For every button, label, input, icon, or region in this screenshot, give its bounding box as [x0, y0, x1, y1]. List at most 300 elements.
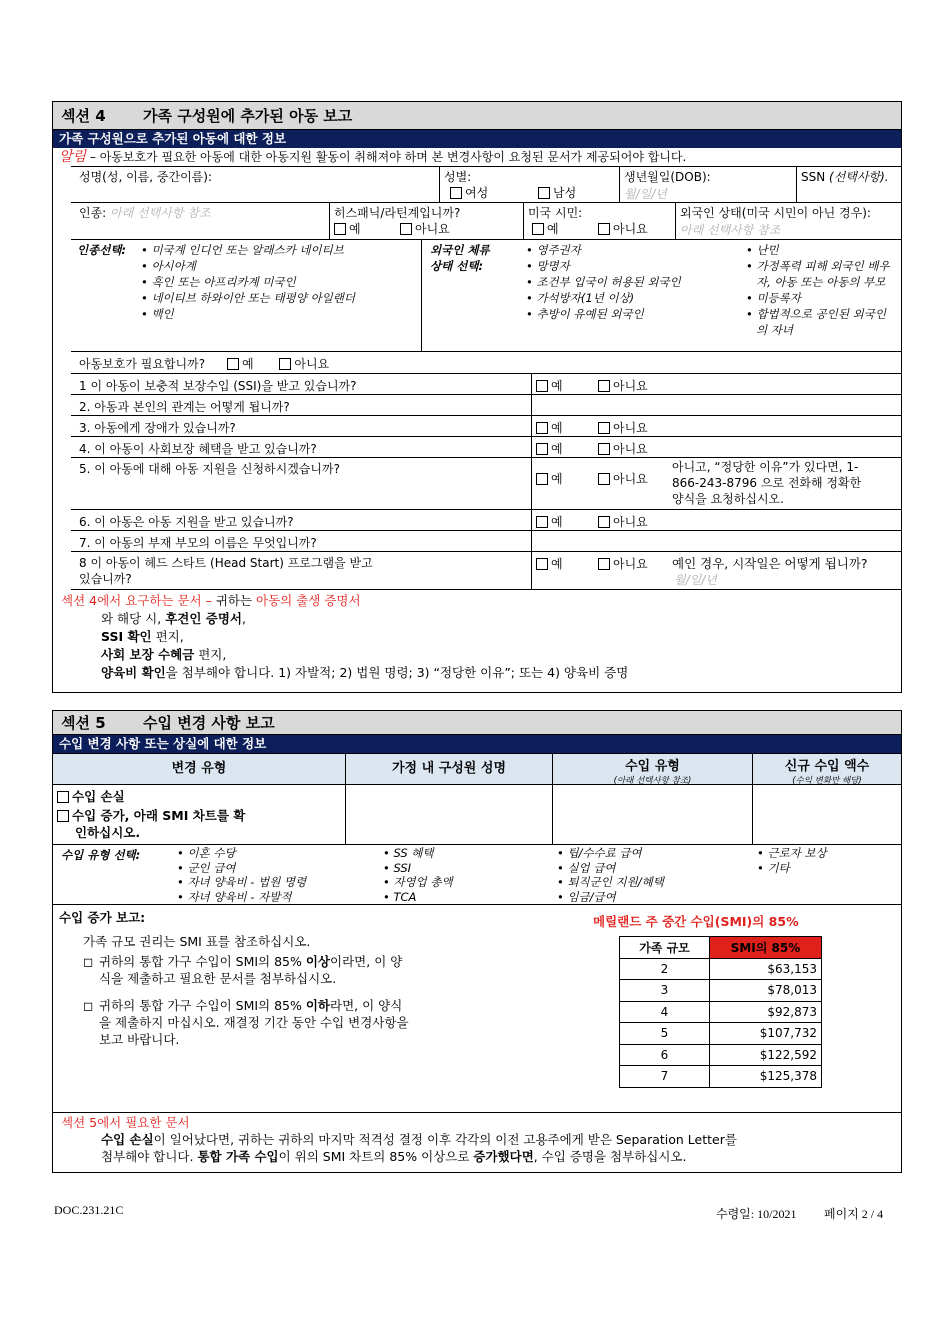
answer-field[interactable] [531, 531, 901, 551]
instruction-text: 이라면, 이 양식을 제출하고 필요한 문서를 첨부하십시오. [99, 954, 403, 986]
bullet-icon: • [557, 846, 568, 860]
income-types-list-2 [383, 846, 453, 904]
docs-text: 첨부해야 합니다. [101, 1149, 198, 1164]
question-text: 3. 아동에게 장애가 있습니까? [79, 421, 236, 435]
yes-checkbox[interactable] [536, 443, 548, 455]
yes-label: 예 [547, 222, 559, 236]
bullet-icon: • [757, 846, 768, 860]
option-label: 군인 급여 [187, 860, 236, 875]
info-bar: 가족 구성원으로 추가된 아동에 대한 정보 [53, 130, 901, 148]
start-date-placeholder[interactable]: 월/일/년 [674, 573, 717, 587]
alien-options [421, 240, 901, 351]
answer-no[interactable] [598, 513, 648, 530]
bullet-icon: • [177, 875, 188, 889]
info-bar: 수입 변경 사항 또는 상실에 대한 정보 [53, 735, 901, 753]
child-name-row [71, 166, 901, 203]
family-size-cell: 3 [620, 980, 710, 1002]
bullet-icon: • [757, 860, 768, 875]
option-label: 합법적으로 공인된 외국인의 자녀 [756, 307, 886, 337]
ss-benefits: 사회 보장 수혜금 [101, 647, 195, 662]
child-name-label: 성명(성, 이름, 중간이름): [79, 170, 212, 184]
smi-amount-cell: $122,592 [710, 1044, 822, 1066]
option-item [557, 875, 664, 890]
section-title: 수입 변경 사항 보고 [143, 714, 275, 732]
instruction-text: 귀하의 통합 가구 수입이 SMI의 85% [99, 998, 306, 1013]
section-4-header [53, 102, 901, 130]
new-amount-subtitle: (수익 변화만 해당) [792, 776, 862, 786]
income-gain-label: 수입 증가, 아래 SMI 차트를 확인하십시오. [72, 808, 246, 840]
option-label: 난민 [756, 243, 779, 257]
race-row [71, 203, 901, 240]
new-amount-field[interactable] [752, 785, 901, 844]
option-label: 흑인 또는 아프리카계 미국인 [151, 275, 296, 289]
page-number: 페이지 2 / 4 [824, 1207, 884, 1221]
no-checkbox[interactable] [598, 473, 610, 485]
us-citizen-no-checkbox[interactable] [598, 223, 610, 235]
option-label: 망명자 [536, 259, 570, 273]
question-text: 1 이 아동이 보충적 보장수입 (SSI)을 받고 있습니까? [79, 379, 357, 393]
income-increase-title: 수입 증가 보고: [59, 910, 146, 925]
below-keyword: 이하 [305, 998, 331, 1013]
docs-text: 이 일어났다면, 귀하는 귀하의 마지막 적격성 결정 이후 각각의 이전 고용주에게 받은 Separation Letter를 [153, 1132, 737, 1147]
answer-cell [531, 437, 901, 457]
question-row [71, 437, 901, 458]
instruction-text: 라면, 이 양식을 제출하지 마십시오. 재결정 기간 동안 수입 변경사항을 보고 바랍니다. [99, 998, 409, 1047]
instruction-text: 귀하의 통합 가구 수입이 SMI의 85% [99, 954, 306, 969]
docs-heading: 섹션 5에서 필요한 문서 [61, 1115, 190, 1130]
option-label: 가정폭력 피해 외국인 배우자, 아동 또는 아동의 부모 [756, 259, 890, 289]
income-header-row [53, 753, 901, 785]
change-type-cell [53, 785, 345, 844]
child-support-confirmation: 양육비 확인 [101, 665, 166, 680]
alien-status-field[interactable] [675, 203, 901, 239]
option-item [177, 861, 306, 876]
protection-row [71, 352, 901, 374]
option-label: 이혼 수당 [187, 846, 236, 860]
income-loss-checkbox[interactable] [57, 791, 69, 803]
alien-options-list-b [746, 242, 896, 338]
option-item [757, 846, 827, 861]
option-label: 미국계 인디언 또는 알래스카 네이티브 [151, 243, 344, 257]
smi-amount-cell: $92,873 [710, 1001, 822, 1023]
option-item [383, 890, 453, 905]
gender-label: 성별: [444, 170, 472, 184]
bullet-icon: • [141, 259, 152, 273]
bullet-icon: • [526, 259, 537, 273]
yes-label: 예 [551, 557, 563, 571]
answer-yes[interactable] [536, 470, 563, 487]
alien-options-list-a [526, 242, 681, 322]
income-increase-row [53, 905, 901, 1113]
section-5-header [53, 711, 901, 735]
guardian-certificate: 후견인 증명서 [165, 611, 243, 626]
income-loss-label: 수입 손실 [72, 789, 125, 804]
answer-yes[interactable] [536, 379, 563, 393]
member-name-header: 가정 내 구성원 성명 [345, 754, 552, 784]
question-row [71, 458, 901, 510]
bullet-icon: • [177, 846, 188, 860]
alien-status-label: 외국인 상태(미국 시민이 아닌 경우): [680, 206, 871, 220]
hispanic-yes-checkbox[interactable] [334, 223, 346, 235]
docs-text: 이 위의 SMI 차트의 85% 이상으로 [278, 1149, 474, 1164]
income-gain-option[interactable] [57, 807, 257, 841]
option-item [757, 861, 827, 876]
option-item [141, 242, 355, 258]
protection-question [71, 352, 333, 373]
smi-row [620, 980, 822, 1002]
answer-no[interactable] [598, 555, 648, 572]
form-code: DOC.231.21C [54, 1203, 124, 1217]
bullet-icon: • [383, 860, 394, 875]
question-text: 4. 이 아동이 사회보장 혜택을 받고 있습니까? [79, 442, 317, 456]
bullet-icon: • [557, 875, 568, 889]
option-item [141, 290, 355, 306]
option-item [526, 258, 681, 274]
docs-text: 을 첨부해야 합니다. 1) 자발적; 2) 법원 명령; 3) “정당한 이유”; 또는 4) 양육비 증명 [165, 665, 629, 680]
no-checkbox[interactable] [598, 516, 610, 528]
gender-male-option[interactable] [538, 184, 576, 201]
no-label: 아니요 [613, 442, 648, 456]
smi-amount-cell: $78,013 [710, 980, 822, 1002]
bullet-icon: • [141, 307, 152, 321]
docs-text: 귀하는 [215, 593, 257, 608]
answer-no[interactable] [598, 470, 648, 487]
question-row [71, 531, 901, 552]
dob-label: 생년월일(DOB): [624, 170, 711, 184]
no-label: 아니요 [613, 557, 648, 571]
yes-checkbox[interactable] [536, 422, 548, 434]
female-checkbox[interactable] [450, 187, 462, 199]
us-citizen-field [523, 203, 675, 239]
start-date-question: 예인 경우, 시작일은 어떻게 됩니까? [672, 556, 868, 571]
option-item [557, 846, 664, 861]
answer-cell [531, 458, 901, 509]
bullet-icon: • [526, 275, 537, 289]
smi-row [620, 958, 822, 980]
option-item [746, 258, 896, 290]
option-label: 가석방자(1년 이상) [536, 291, 635, 305]
option-item [141, 274, 355, 290]
bullet-icon: • [746, 307, 757, 321]
option-label: 아시아계 [151, 259, 196, 273]
smi-table [619, 936, 822, 1088]
answer-no[interactable] [598, 440, 648, 457]
new-amount-header [752, 754, 901, 784]
section-title: 가족 구성원에 추가된 아동 보고 [143, 107, 353, 125]
option-label: SSI [393, 860, 412, 875]
smi-amount-cell: $125,378 [710, 1066, 822, 1088]
us-citizen-no-option[interactable] [598, 220, 648, 237]
income-type-title: 수입 유형 [625, 759, 680, 774]
family-size-cell: 7 [620, 1066, 710, 1088]
smi-row [620, 1066, 822, 1088]
protection-yes-checkbox[interactable] [227, 358, 239, 370]
alien-options-label: 외국인 체류 상태 선택: [430, 243, 490, 273]
option-item [383, 861, 453, 876]
income-types-list-1 [177, 846, 306, 904]
bullet-icon: • [526, 307, 537, 321]
option-item [177, 875, 306, 890]
income-loss-option[interactable] [57, 787, 125, 805]
income-type-subtitle: (아래 선택사항 참조) [613, 776, 692, 786]
smi-85-header: SMI의 85% [710, 937, 822, 959]
answer-cell [531, 416, 901, 436]
hispanic-yes-option[interactable] [334, 220, 361, 237]
option-item [383, 875, 453, 890]
smi-intro: 가족 규모 권리는 SMI 표를 참조하십시오. [83, 934, 311, 949]
option-label: 자녀 양육비 - 자발적 [187, 889, 292, 904]
no-checkbox[interactable] [598, 422, 610, 434]
option-item [746, 290, 896, 306]
income-entry-row [53, 785, 901, 845]
bullet-icon: • [141, 243, 152, 257]
smi-above-instruction [83, 953, 413, 987]
option-item [177, 846, 306, 861]
yes-checkbox[interactable] [536, 516, 548, 528]
bullet-icon: • [526, 243, 537, 257]
above-keyword: 이상 [305, 954, 331, 969]
answer-no[interactable] [598, 377, 648, 394]
increased-keyword: 증가했다면 [473, 1149, 534, 1164]
option-label: 조건부 입국이 허용된 외국인 [536, 275, 681, 289]
section-5 [52, 710, 902, 1173]
us-citizen-yes-checkbox[interactable] [532, 223, 544, 235]
income-types-list-3 [557, 846, 664, 904]
no-checkbox[interactable] [598, 558, 610, 570]
docs-text: , 수입 증명을 첨부하십시오. [533, 1149, 687, 1164]
notice [53, 148, 901, 166]
question-row [71, 374, 901, 395]
option-item [526, 274, 681, 290]
race-options [71, 240, 421, 351]
family-size-cell: 5 [620, 1023, 710, 1045]
bullet-icon: • [746, 259, 757, 273]
option-label: 근로자 보상 [767, 846, 827, 860]
birth-certificate: 아동의 출생 증명서 [256, 593, 361, 608]
male-checkbox[interactable] [538, 187, 550, 199]
section-4 [52, 101, 902, 693]
option-item [746, 306, 896, 338]
docs-text: 편지, [151, 629, 184, 644]
option-label: 퇴직군인 지원/혜택 [567, 875, 664, 889]
answer-yes[interactable] [536, 555, 563, 572]
hispanic-no-checkbox[interactable] [400, 223, 412, 235]
income-type-field[interactable] [552, 785, 752, 844]
member-name-field[interactable] [345, 785, 552, 844]
yes-checkbox[interactable] [536, 473, 548, 485]
race-label: 인종: [79, 206, 111, 220]
bullet-icon: • [557, 889, 568, 904]
option-label: 임금/급여 [567, 889, 616, 904]
race-placeholder: 아래 선택사항 참조 [110, 206, 211, 220]
race-options-label: 인종선택: [77, 243, 127, 257]
child-name-field[interactable] [71, 167, 439, 202]
yes-checkbox[interactable] [536, 558, 548, 570]
option-item [557, 890, 664, 905]
smi-below-instruction [83, 997, 413, 1048]
option-label: 미등록자 [756, 291, 801, 305]
notice-text: – 아동보호가 필요한 아동에 대한 아동지원 활동이 취해져야 하며 본 변경사항이 요청된 문서가 제공되어야 합니다. [86, 150, 687, 164]
combined-income-keyword: 통합 가족 수입 [197, 1149, 279, 1164]
ssi-confirmation: SSI 확인 [101, 629, 152, 644]
no-label: 아니요 [613, 222, 648, 236]
ssn-optional: (선택사항). [829, 170, 889, 184]
family-size-header: 가족 규모 [620, 937, 710, 959]
option-label: 기타 [767, 860, 790, 875]
bullet-icon: • [746, 291, 757, 305]
section-5-documents [53, 1113, 901, 1166]
hispanic-field [329, 203, 523, 239]
answer-cell [531, 510, 901, 530]
yes-label: 예 [349, 222, 361, 236]
answer-yes[interactable] [536, 515, 563, 529]
square-bullet-icon: ◻ [83, 954, 94, 969]
yes-label: 예 [551, 515, 563, 529]
yes-label: 예 [551, 421, 563, 435]
family-size-cell: 4 [620, 1001, 710, 1023]
option-item [141, 306, 355, 322]
race-field[interactable] [71, 203, 329, 239]
hispanic-label: 히스패닉/라틴계입니까? [334, 206, 461, 220]
protection-no-checkbox[interactable] [279, 358, 291, 370]
docs-text: 와 해당 시, [101, 611, 166, 626]
answer-yes[interactable] [536, 421, 563, 435]
answer-cell [531, 552, 901, 589]
option-item [526, 290, 681, 306]
protection-yes-option[interactable] [227, 357, 254, 371]
protection-label: 아동보호가 필요합니까? [79, 357, 206, 371]
bullet-icon: • [177, 889, 188, 904]
race-options-list [141, 242, 355, 322]
answer-cell [531, 374, 901, 394]
no-label: 아니요 [415, 222, 450, 236]
dob-field[interactable] [619, 167, 796, 202]
yes-label: 예 [551, 472, 563, 486]
question-text: 7. 이 아동의 부재 부모의 이름은 무엇입니까? [79, 536, 317, 550]
option-label: 영주권자 [536, 243, 581, 257]
bullet-icon: • [746, 243, 757, 257]
option-item [746, 242, 896, 258]
hispanic-no-option[interactable] [400, 220, 450, 237]
question-text: 8 이 아동이 헤드 스타트 (Head Start) 프로그램을 받고 있습니까? [79, 556, 373, 586]
bullet-icon: • [177, 860, 188, 875]
us-citizen-label: 미국 시민: [528, 206, 583, 220]
dob-placeholder: 월/일/년 [624, 187, 667, 201]
question-row [71, 416, 901, 437]
docs-heading: 섹션 4에서 요구하는 문서 – [61, 593, 216, 608]
ssn-label: SSN [801, 170, 830, 184]
question-text: 5. 이 아동에 대해 아동 지원을 신청하시겠습니까? [79, 462, 340, 476]
income-types-label: 수입 유형 선택: [61, 848, 141, 862]
no-label: 아니요 [613, 515, 648, 529]
answer-no[interactable] [598, 419, 648, 436]
bullet-icon: • [383, 846, 394, 860]
new-amount-title: 신규 수입 액수 [784, 759, 870, 774]
section-number: 섹션 5 [61, 714, 106, 732]
option-label: 자녀 양육비 - 법원 명령 [187, 875, 307, 889]
female-label: 여성 [465, 186, 489, 200]
bullet-icon: • [383, 889, 394, 904]
smi-table-title: 메릴랜드 주 중간 수입(SMI)의 85% [593, 914, 799, 929]
smi-row [620, 1001, 822, 1023]
us-citizen-yes-option[interactable] [532, 220, 559, 237]
bullet-icon: • [557, 860, 568, 875]
square-bullet-icon: ◻ [83, 998, 94, 1013]
bullet-icon: • [383, 875, 394, 889]
option-item [526, 242, 681, 258]
option-label: TCA [393, 889, 417, 904]
option-item [141, 258, 355, 274]
notice-label: 알림 [59, 149, 87, 165]
answer-yes[interactable] [536, 442, 563, 456]
bullet-icon: • [141, 291, 152, 305]
smi-header-row [620, 937, 822, 959]
yes-label: 예 [551, 379, 563, 393]
income-type-options [53, 845, 901, 905]
gender-female-option[interactable] [450, 184, 488, 201]
income-loss-keyword: 수입 손실 [101, 1132, 154, 1147]
docs-text: 편지, [194, 647, 227, 662]
smi-amount-cell: $107,732 [710, 1023, 822, 1045]
option-label: 팁/수수료 급여 [567, 846, 642, 860]
income-type-header [552, 754, 752, 784]
option-label: 자영업 총액 [393, 875, 453, 889]
bullet-icon: • [141, 275, 152, 289]
male-label: 남성 [553, 186, 577, 200]
no-checkbox[interactable] [598, 443, 610, 455]
protection-no-option[interactable] [279, 357, 329, 371]
yes-label: 예 [241, 357, 254, 371]
no-label: 아니요 [294, 357, 330, 371]
income-gain-checkbox[interactable] [57, 810, 69, 822]
no-label: 아니요 [613, 421, 648, 435]
section-number: 섹션 4 [61, 107, 106, 125]
yes-label: 예 [551, 442, 563, 456]
alien-status-placeholder: 아래 선택사항 참조 [680, 223, 781, 237]
question-text: 6. 이 아동은 아동 지원을 받고 있습니까? [79, 515, 294, 529]
no-label: 아니요 [613, 379, 648, 393]
docs-text: , [242, 611, 246, 626]
revision-date: 수령일: 10/2021 [716, 1207, 797, 1221]
answer-field[interactable] [531, 395, 901, 415]
smi-amount-cell: $63,153 [710, 958, 822, 980]
option-label: 실업 급여 [567, 860, 616, 875]
yes-checkbox[interactable] [536, 380, 548, 392]
option-item [383, 846, 453, 861]
family-size-cell: 2 [620, 958, 710, 980]
option-label: 네이티브 하와이안 또는 태평양 아일랜더 [151, 291, 355, 305]
smi-row [620, 1023, 822, 1045]
option-item [526, 306, 681, 322]
no-checkbox[interactable] [598, 380, 610, 392]
option-item [557, 861, 664, 876]
good-cause-note: 아니고, “정당한 이유”가 있다면, 1-866-243-8796 으로 전화해 정확한 양식을 요청하십시오. [672, 460, 862, 506]
bullet-icon: • [526, 291, 537, 305]
options-row [71, 240, 901, 352]
question-row [71, 510, 901, 531]
ssn-field[interactable] [796, 167, 901, 202]
change-type-header: 변경 유형 [171, 761, 227, 776]
family-size-cell: 6 [620, 1044, 710, 1066]
section-4-documents [53, 590, 901, 684]
option-label: 백인 [151, 307, 174, 321]
no-label: 아니요 [613, 472, 648, 486]
option-label: SS 혜택 [393, 846, 434, 860]
gender-field [439, 167, 619, 202]
smi-row [620, 1044, 822, 1066]
question-text: 2. 아동과 본인의 관계는 어떻게 됩니까? [79, 400, 290, 414]
option-item [177, 890, 306, 905]
